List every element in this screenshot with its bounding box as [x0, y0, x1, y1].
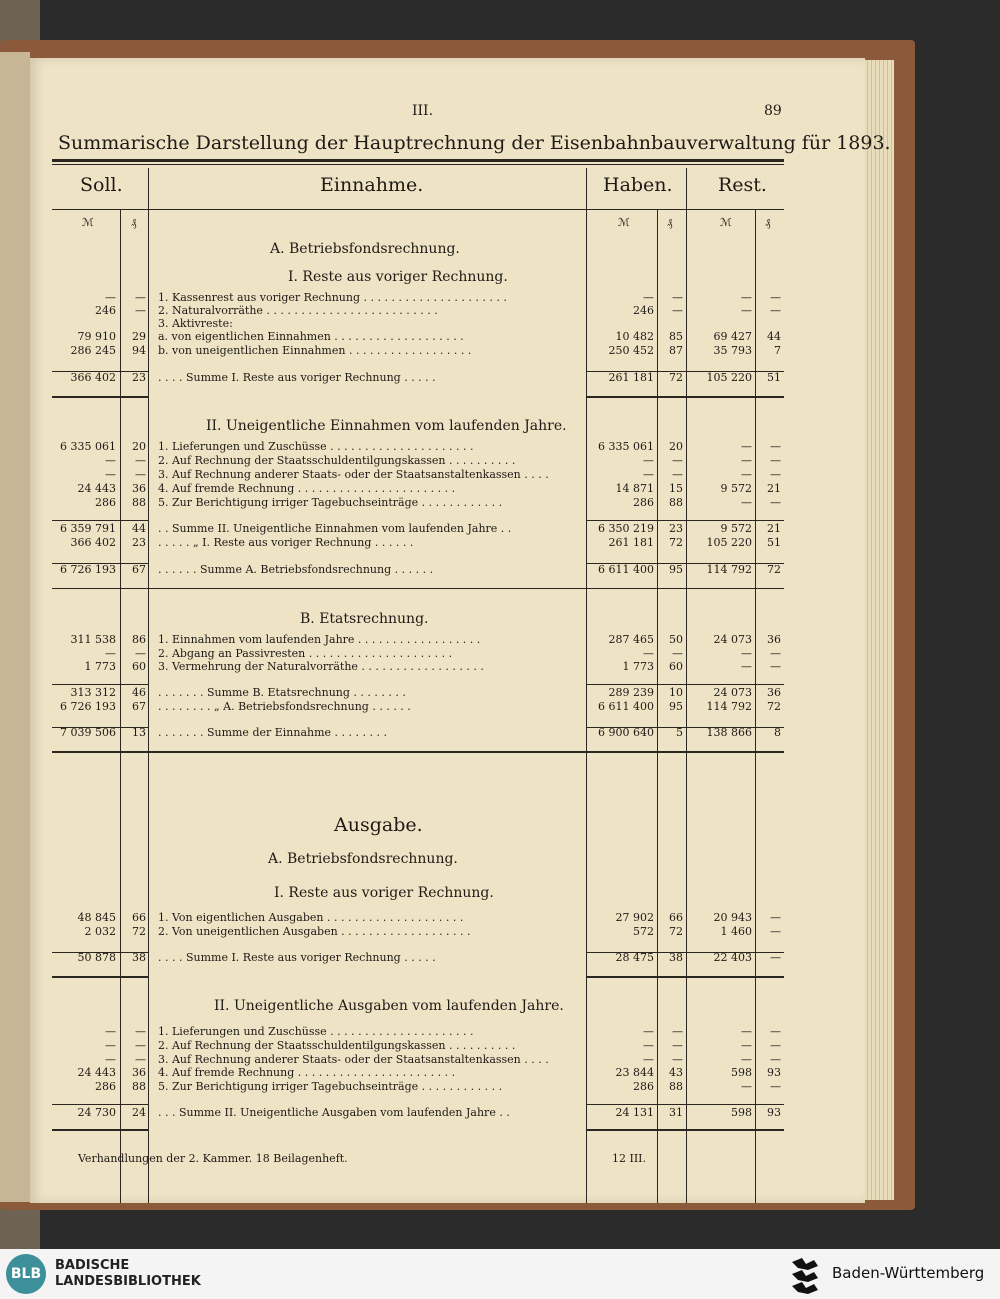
cell-soll-pf: —: [135, 454, 146, 467]
cell-haben-pf: 60: [669, 660, 683, 673]
cell-rest-pf: 7: [774, 344, 781, 357]
cell-description: . . . . . . . . „ A. Betriebsfondsrechnung . . . . . .: [158, 700, 411, 713]
cell-description: . . . . . „ I. Reste aus voriger Rechnung . . . . . .: [158, 536, 414, 549]
cell-haben-pf: —: [672, 1039, 683, 1052]
cell-rest-mark: 114 792: [706, 563, 752, 576]
cell-description: 3. Auf Rechnung anderer Staats- oder der Staatsanstaltenkassen . . . .: [158, 1053, 549, 1066]
cell-haben-pf: 66: [669, 911, 683, 924]
cell-haben-pf: 88: [669, 496, 683, 509]
cell-description: . . . . Summe I. Reste aus voriger Rechnung . . . . .: [158, 371, 436, 384]
cell-haben-pf: 43: [669, 1066, 683, 1079]
cell-soll-mark: 6 335 061: [60, 440, 116, 453]
cell-soll-pf: 66: [132, 911, 146, 924]
cell-rest-pf: —: [770, 951, 781, 964]
cell-description: 2. Naturalvorräthe . . . . . . . . . . . . . . . . . . . . . . . . .: [158, 304, 438, 317]
sum-rule: [52, 976, 148, 978]
cell-soll-pf: 88: [132, 1080, 146, 1093]
cell-soll-pf: 60: [132, 660, 146, 673]
cell-soll-mark: 1 773: [84, 660, 116, 673]
cell-rest-pf: —: [770, 647, 781, 660]
section-a-ii-title: II. Uneigentliche Einnahmen vom laufenden Jahre.: [206, 418, 567, 434]
cell-rest-pf: —: [770, 468, 781, 481]
library-name-line2: LANDESBIBLIOTHEK: [55, 1274, 201, 1289]
book-spine-edge: [0, 52, 30, 1202]
cell-soll-mark: —: [105, 1039, 116, 1052]
cell-rest-mark: —: [741, 1053, 752, 1066]
cell-haben-pf: 95: [669, 700, 683, 713]
rest-pf-unit: ₰: [765, 216, 771, 229]
footer-note: Verhandlungen der 2. Kammer. 18 Beilagenheft.: [78, 1152, 348, 1165]
cell-rest-mark: —: [741, 496, 752, 509]
cell-rest-pf: —: [770, 1039, 781, 1052]
ausgabe-title: Ausgabe.: [334, 814, 423, 836]
cell-haben-mark: 6 611 400: [598, 563, 654, 576]
cell-rest-mark: 114 792: [706, 700, 752, 713]
sum-rule: [586, 396, 784, 398]
cell-haben-mark: 286: [633, 496, 654, 509]
library-name: [55, 1258, 201, 1290]
state-name[interactable]: Baden-Württemberg: [832, 1264, 985, 1282]
cell-rest-pf: 36: [767, 633, 781, 646]
cell-haben-mark: 6 611 400: [598, 700, 654, 713]
cell-soll-pf: —: [135, 468, 146, 481]
cell-haben-pf: 95: [669, 563, 683, 576]
sum-rule: [586, 1129, 784, 1131]
cell-soll-mark: 311 538: [70, 633, 116, 646]
cell-haben-pf: —: [672, 1053, 683, 1066]
cell-haben-mark: —: [643, 1025, 654, 1038]
col-rule-soll-pf: [120, 209, 121, 1203]
ausgabe-a-i-title: I. Reste aus voriger Rechnung.: [274, 885, 494, 901]
sum-rule: [52, 1129, 148, 1131]
cell-soll-mark: —: [105, 1025, 116, 1038]
cell-haben-mark: 1 773: [622, 660, 654, 673]
cell-haben-mark: 6 335 061: [598, 440, 654, 453]
cell-haben-mark: —: [643, 647, 654, 660]
cell-soll-mark: 286: [95, 496, 116, 509]
cell-rest-pf: 93: [767, 1106, 781, 1119]
cell-rest-pf: —: [770, 304, 781, 317]
cell-rest-mark: —: [741, 647, 752, 660]
cell-soll-mark: —: [105, 291, 116, 304]
section-a-title: A. Betriebsfondsrechnung.: [270, 241, 460, 257]
cell-rest-pf: —: [770, 1025, 781, 1038]
cell-haben-mark: 23 844: [615, 1066, 654, 1079]
cell-rest-mark: 598: [731, 1106, 752, 1119]
cell-haben-pf: 72: [669, 371, 683, 384]
cell-description: b. von uneigentlichen Einnahmen . . . . . . . . . . . . . . . . . .: [158, 344, 472, 357]
cell-rest-mark: 22 403: [713, 951, 752, 964]
cell-description: . . . . . . Summe A. Betriebsfondsrechnung . . . . . .: [158, 563, 434, 576]
footer-signature: 12 III.: [612, 1152, 647, 1165]
cell-rest-pf: 8: [774, 726, 781, 739]
cell-description: 5. Zur Berichtigung irriger Tagebuchseinträge . . . . . . . . . . . .: [158, 1080, 503, 1093]
cell-haben-pf: 72: [669, 536, 683, 549]
cell-description: 3. Auf Rechnung anderer Staats- oder der Staatsanstaltenkassen . . . .: [158, 468, 549, 481]
cell-rest-pf: 51: [767, 371, 781, 384]
cell-rest-mark: —: [741, 291, 752, 304]
cell-description: 4. Auf fremde Rechnung . . . . . . . . . . . . . . . . . . . . . . .: [158, 1066, 456, 1079]
cell-haben-mark: 289 239: [608, 686, 654, 699]
cell-soll-mark: 79 910: [77, 330, 116, 343]
cell-description: 2. Auf Rechnung der Staatsschuldentilgungskassen . . . . . . . . . .: [158, 454, 516, 467]
cell-description: 1. Von eigentlichen Ausgaben . . . . . . . . . . . . . . . . . . . .: [158, 911, 464, 924]
cell-rest-pf: 51: [767, 536, 781, 549]
header-rule: [52, 209, 784, 210]
cell-haben-pf: 23: [669, 522, 683, 535]
section-number: III.: [412, 103, 434, 119]
cell-soll-mark: —: [105, 1053, 116, 1066]
sum-rule: [52, 396, 148, 398]
header-soll: Soll.: [80, 174, 123, 196]
col-rule-rest-pf: [755, 209, 756, 1203]
cell-description: 3. Aktivreste:: [158, 317, 233, 330]
haben-mark-unit: ℳ: [618, 216, 630, 229]
cell-haben-mark: 6 350 219: [598, 522, 654, 535]
cell-soll-mark: 48 845: [77, 911, 116, 924]
col-rule-soll-end: [148, 168, 149, 1203]
cell-description: . . . Summe II. Uneigentliche Ausgaben vom laufenden Jahre . .: [158, 1106, 510, 1119]
cell-haben-pf: 85: [669, 330, 683, 343]
cell-soll-mark: 6 726 193: [60, 563, 116, 576]
cell-haben-mark: 10 482: [615, 330, 654, 343]
cell-soll-pf: 29: [132, 330, 146, 343]
cell-rest-mark: —: [741, 440, 752, 453]
cell-soll-mark: 6 359 791: [60, 522, 116, 535]
cell-rest-pf: —: [770, 496, 781, 509]
haben-pf-unit: ₰: [667, 216, 673, 229]
page-number: 89: [764, 103, 782, 119]
cell-haben-mark: 250 452: [608, 344, 654, 357]
cell-soll-pf: 23: [132, 371, 146, 384]
ausgabe-a-ii-title: II. Uneigentliche Ausgaben vom laufenden Jahre.: [214, 998, 564, 1014]
cell-rest-mark: 9 572: [720, 482, 752, 495]
header-haben: Haben.: [603, 174, 673, 196]
cell-description: 5. Zur Berichtigung irriger Tagebuchseinträge . . . . . . . . . . . .: [158, 496, 503, 509]
library-name-line1: BADISCHE: [55, 1258, 130, 1273]
cell-haben-mark: —: [643, 468, 654, 481]
title-rule: [52, 159, 784, 162]
cell-haben-mark: —: [643, 454, 654, 467]
cell-haben-mark: —: [643, 1039, 654, 1052]
cell-haben-pf: 88: [669, 1080, 683, 1093]
cell-description: . . . . . . . Summe B. Etatsrechnung . . . . . . . .: [158, 686, 406, 699]
cell-rest-pf: —: [770, 454, 781, 467]
cell-rest-pf: —: [770, 911, 781, 924]
cell-rest-pf: —: [770, 1080, 781, 1093]
cell-haben-pf: 50: [669, 633, 683, 646]
sum-rule: [586, 1104, 784, 1105]
cell-rest-mark: —: [741, 454, 752, 467]
cell-haben-pf: 38: [669, 951, 683, 964]
cell-haben-mark: 24 131: [615, 1106, 654, 1119]
cell-rest-mark: 20 943: [713, 911, 752, 924]
sum-rule: [52, 751, 784, 753]
cell-rest-mark: 598: [731, 1066, 752, 1079]
cell-soll-mark: 7 039 506: [60, 726, 116, 739]
cell-haben-mark: 28 475: [615, 951, 654, 964]
cell-soll-pf: 13: [132, 726, 146, 739]
cell-rest-mark: 1 460: [720, 925, 752, 938]
section-b-title: B. Etatsrechnung.: [300, 611, 429, 627]
book-page: [30, 58, 891, 1203]
cell-description: 1. Einnahmen vom laufenden Jahre . . . . . . . . . . . . . . . . . .: [158, 633, 481, 646]
state-lions-icon: [788, 1256, 822, 1294]
cell-soll-mark: 24 443: [77, 1066, 116, 1079]
cell-rest-mark: 69 427: [713, 330, 752, 343]
cell-soll-mark: 24 730: [77, 1106, 116, 1119]
cell-rest-mark: 35 793: [713, 344, 752, 357]
cell-rest-pf: 72: [767, 563, 781, 576]
cell-haben-pf: 20: [669, 440, 683, 453]
cell-description: 1. Kassenrest aus voriger Rechnung . . . . . . . . . . . . . . . . . . . . .: [158, 291, 507, 304]
cell-haben-mark: 572: [633, 925, 654, 938]
cell-haben-pf: 72: [669, 925, 683, 938]
cell-soll-pf: 72: [132, 925, 146, 938]
cell-haben-pf: 87: [669, 344, 683, 357]
rest-mark-unit: ℳ: [720, 216, 732, 229]
cell-haben-mark: 261 181: [608, 536, 654, 549]
cell-haben-pf: 10: [669, 686, 683, 699]
sum-rule: [52, 684, 148, 685]
cell-rest-pf: 44: [767, 330, 781, 343]
page-title: Summarische Darstellung der Hauptrechnung der Eisenbahnbauverwaltung für 1893.: [58, 132, 891, 154]
cell-description: 1. Lieferungen und Zuschüsse . . . . . . . . . . . . . . . . . . . . .: [158, 440, 474, 453]
cell-haben-pf: —: [672, 1025, 683, 1038]
cell-haben-pf: 5: [676, 726, 683, 739]
cell-rest-pf: 21: [767, 482, 781, 495]
header-einnahme: Einnahme.: [320, 174, 424, 196]
cell-haben-mark: 6 900 640: [598, 726, 654, 739]
cell-description: . . . . . . . Summe der Einnahme . . . . . . . .: [158, 726, 387, 739]
cell-rest-mark: —: [741, 1080, 752, 1093]
cell-description: . . Summe II. Uneigentliche Einnahmen vom laufenden Jahre . .: [158, 522, 512, 535]
cell-soll-pf: —: [135, 1039, 146, 1052]
cell-haben-pf: —: [672, 291, 683, 304]
sum-rule: [586, 976, 784, 978]
cell-haben-mark: 27 902: [615, 911, 654, 924]
cell-rest-pf: 21: [767, 522, 781, 535]
cell-rest-mark: 24 073: [713, 633, 752, 646]
cell-rest-mark: —: [741, 1039, 752, 1052]
cell-haben-mark: 287 465: [608, 633, 654, 646]
cell-soll-pf: —: [135, 647, 146, 660]
cell-soll-pf: 20: [132, 440, 146, 453]
cell-soll-mark: —: [105, 647, 116, 660]
cell-rest-mark: 105 220: [706, 371, 752, 384]
cell-rest-pf: 72: [767, 700, 781, 713]
cell-rest-mark: 105 220: [706, 536, 752, 549]
cell-soll-pf: 94: [132, 344, 146, 357]
cell-soll-pf: —: [135, 291, 146, 304]
cell-description: a. von eigentlichen Einnahmen . . . . . . . . . . . . . . . . . . .: [158, 330, 464, 343]
cell-haben-mark: 261 181: [608, 371, 654, 384]
cell-description: 4. Auf fremde Rechnung . . . . . . . . . . . . . . . . . . . . . . .: [158, 482, 456, 495]
cell-soll-pf: 36: [132, 1066, 146, 1079]
cell-rest-pf: —: [770, 660, 781, 673]
cell-soll-pf: 24: [132, 1106, 146, 1119]
cell-rest-pf: 93: [767, 1066, 781, 1079]
sum-rule: [52, 520, 148, 521]
cell-soll-pf: 86: [132, 633, 146, 646]
cell-soll-mark: 313 312: [70, 686, 116, 699]
cell-soll-pf: 46: [132, 686, 146, 699]
cell-haben-pf: —: [672, 304, 683, 317]
cell-soll-pf: —: [135, 1025, 146, 1038]
col-rule-haben-pf: [657, 209, 658, 1203]
cell-haben-mark: 14 871: [615, 482, 654, 495]
sum-rule: [586, 520, 784, 521]
cell-rest-mark: —: [741, 1025, 752, 1038]
cell-soll-pf: —: [135, 1053, 146, 1066]
cell-soll-mark: —: [105, 454, 116, 467]
cell-haben-pf: 15: [669, 482, 683, 495]
blb-logo[interactable]: BLB: [6, 1254, 46, 1294]
cell-rest-mark: 138 866: [706, 726, 752, 739]
cell-rest-mark: —: [741, 660, 752, 673]
cell-soll-pf: 23: [132, 536, 146, 549]
cell-description: . . . . Summe I. Reste aus voriger Rechnung . . . . .: [158, 951, 436, 964]
cell-haben-pf: —: [672, 454, 683, 467]
cell-rest-pf: —: [770, 291, 781, 304]
cell-soll-mark: 286 245: [70, 344, 116, 357]
cell-soll-mark: 6 726 193: [60, 700, 116, 713]
cell-description: 1. Lieferungen und Zuschüsse . . . . . . . . . . . . . . . . . . . . .: [158, 1025, 474, 1038]
cell-soll-pf: 38: [132, 951, 146, 964]
cell-rest-pf: —: [770, 1053, 781, 1066]
cell-soll-pf: 67: [132, 563, 146, 576]
cell-soll-pf: 67: [132, 700, 146, 713]
cell-rest-mark: 24 073: [713, 686, 752, 699]
cell-soll-pf: 44: [132, 522, 146, 535]
cell-rest-pf: —: [770, 440, 781, 453]
cell-rest-pf: —: [770, 925, 781, 938]
cell-haben-mark: —: [643, 1053, 654, 1066]
header-rest: Rest.: [718, 174, 767, 196]
cell-rest-pf: 36: [767, 686, 781, 699]
cell-haben-pf: 31: [669, 1106, 683, 1119]
cell-haben-mark: 286: [633, 1080, 654, 1093]
cell-soll-pf: —: [135, 304, 146, 317]
section-a-i-title: I. Reste aus voriger Rechnung.: [288, 269, 508, 285]
title-rule-thin: [52, 164, 784, 165]
cell-soll-mark: 24 443: [77, 482, 116, 495]
cell-soll-mark: 286: [95, 1080, 116, 1093]
cell-description: 2. Abgang an Passivresten . . . . . . . . . . . . . . . . . . . . .: [158, 647, 453, 660]
cell-description: 3. Vermehrung der Naturalvorräthe . . . . . . . . . . . . . . . . . .: [158, 660, 484, 673]
cell-haben-pf: —: [672, 647, 683, 660]
cell-rest-mark: —: [741, 304, 752, 317]
cell-soll-mark: 2 032: [84, 925, 116, 938]
cell-soll-pf: 36: [132, 482, 146, 495]
soll-mark-unit: ℳ: [82, 216, 94, 229]
cell-soll-mark: 246: [95, 304, 116, 317]
cell-haben-mark: —: [643, 291, 654, 304]
cell-description: 2. Von uneigentlichen Ausgaben . . . . . . . . . . . . . . . . . . .: [158, 925, 471, 938]
sum-rule: [586, 684, 784, 685]
cell-soll-mark: 366 402: [70, 371, 116, 384]
cell-soll-mark: —: [105, 468, 116, 481]
cell-soll-mark: 50 878: [77, 951, 116, 964]
sum-rule: [52, 1104, 148, 1105]
cell-haben-mark: 246: [633, 304, 654, 317]
cell-rest-mark: —: [741, 468, 752, 481]
cell-haben-pf: —: [672, 468, 683, 481]
cell-soll-pf: 88: [132, 496, 146, 509]
sum-rule: [52, 588, 784, 589]
soll-pf-unit: ₰: [131, 216, 137, 229]
cell-rest-mark: 9 572: [720, 522, 752, 535]
cell-soll-mark: 366 402: [70, 536, 116, 549]
ausgabe-a-title: A. Betriebsfondsrechnung.: [268, 851, 458, 867]
cell-description: 2. Auf Rechnung der Staatsschuldentilgungskassen . . . . . . . . . .: [158, 1039, 516, 1052]
library-footer: [0, 1249, 1000, 1299]
